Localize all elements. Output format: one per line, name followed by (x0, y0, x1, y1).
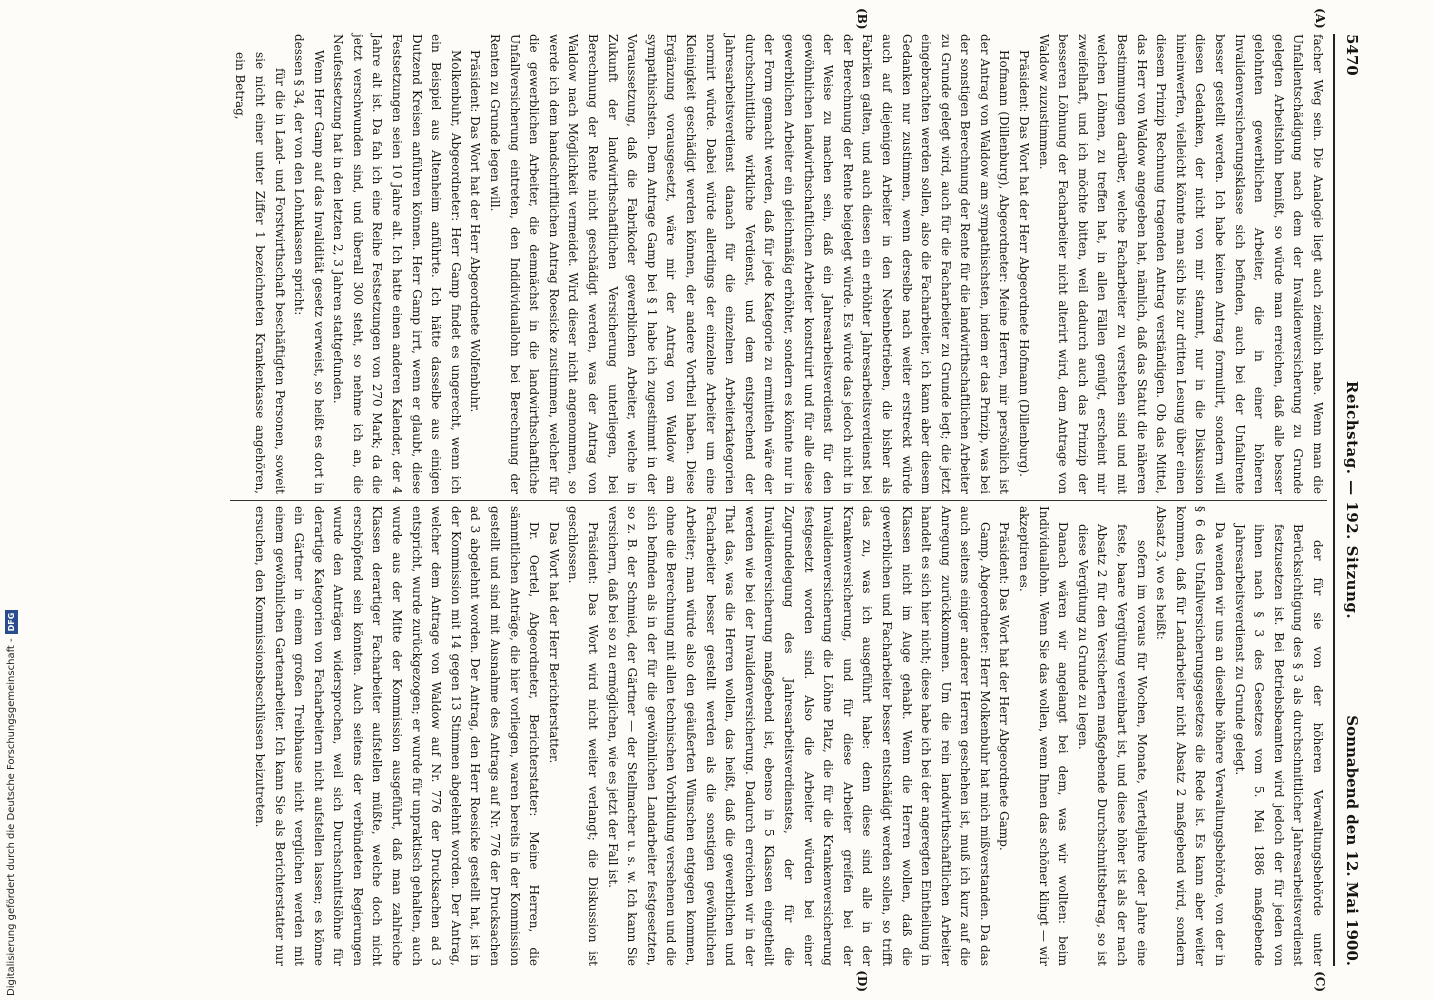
margin-marker-c: (C) (1313, 971, 1327, 992)
paragraph: facher Weg sein. Die Analogie liegt auch ziemlich nahe. Wenn man die Unfallentschädigung nach dem der Invalidenversicherung zu Grunde gelegten Arbeitslohn bemißt, so würde man erreichen, daß alle besser gelohnten gewerblichen Arbeiter, die in einer höheren Invalidenversicherungsklasse sich befinden, auch bei der Unfallrente besser gestellt werden. Ich habe keinen Antrag formulirt, sondern will diesen Gedanken, der nicht von mir stammt, nur in die Diskussion hineinwerfen, vielleicht könnte man sich bis zur dritten Lesung über einen diesem Prinzip Rechnung tragenden Antrag verständigen. Ob das Mittel, das Herr von Waldow angegeben hat, nämlich, daß das Statut die näheren Bestimmungen darüber, welche Facharbeiter zu verstehen sind und mit welchen Löhnen, zu treffen hat, in allen Fällen genügt, erscheint mir zweifelhaft, und ich möchte bitten, weil dadurch auch das Prinzip der besseren Löhnung der Facharbeiter nicht alterirt wird, dem Antrage von Waldow zuzustimmen. (1036, 34, 1325, 494)
paragraph: Danach wären wir angelangt bei dem, was wir wollten: beim Individuallohn. Wenn Sie das wollen, wenn Ihnen das schöner klingt — wir akzeptiren es. (1017, 506, 1071, 966)
paragraph: Da wenden wir uns an dieselbe höhere Verwaltungsbehörde, von der in § 6 des Unfallversicherungsgesetzes die Rede ist. Es kann aber weiter kommen, daß für Landarbeiter nicht Absatz 2 maßgebend wird, sondern Absatz 3, wo es heißt: (1154, 506, 1228, 966)
text-columns (230, 8, 1327, 992)
credit-text: Digitalisierung gefördert durch die Deutsche Forschungsgemeinschaft - (5, 638, 17, 996)
quoted-paragraph: für die in Land- und Forstwirthschaft beschäftigten Personen, soweit sie nicht einer unter Ziffer 1 bezeichneten Krankenkasse angehören, ein Betrag, (233, 52, 287, 494)
paragraph: Molkenbuhr, Abgeordneter: Herr Gamp findet es ungerecht, wenn ich ein Beispiel aus Altenheim anführte. Ich hätte dasselbe aus einigen Dutzend Kreisen anführen können. Herr Gamp irrt, wenn er glaubt, diese Festsetzungen seien 10 Jahre alt. Ich hatte einen anderen Kalender, der 4 Jahre alt ist. Da fah ich eine Reihe Festsetzungen von 270 Mark; da die jetzt verschwunden sind, und überall 300 steht, so nehme ich an, die Neufestsetzung hat in den letzten 2, 3 Jahren stattgefunden. (331, 34, 463, 494)
quoted-paragraph: sofern im voraus für Wochen, Monate, Vierteljahre oder Jahre eine feste, baare Vergütung vereinbart ist, und diese höher ist als der nach Absatz 2 für den Versicherten maßgebende Durchschnittsbetrag, so ist diese Vergütung zu Grunde zu legen. (1075, 524, 1149, 966)
quoted-paragraph: der für sie von der höheren Verwaltungsbehörde unter Berücksichtigung des § 3 als durchschnittlicher Jahresarbeitsverdienst festzusetzen ist. Bei Betriebsbeamten wird jedoch der für jeden von ihnen nach § 3 des Gesetzes vom 5. Mai 1886 maßgebende Jahresarbeitsverdienst zu Grunde gelegt. (1232, 524, 1325, 966)
paragraph: Wenn Herr Gamp auf das Invalidität gesetz verweist, so heißt es dort in dessen § 34, der von den Lohnklassen spricht: (292, 34, 326, 494)
dfg-logo: DFG (5, 610, 18, 635)
margin-marker-d: (D) (855, 970, 869, 992)
page-header (1333, 34, 1365, 966)
paragraph: Präsident: Das Wort hat der Herr Abgeordnete Hofmann (Dillenburg). (1017, 50, 1032, 477)
left-column (230, 34, 1327, 494)
margin-marker-a: (A) (1313, 8, 1327, 29)
paragraph: Präsident: Das Wort wird nicht weiter verlangt; die Diskussion ist geschlossen. (566, 506, 601, 966)
session-date: Sonnabend den 12. Mai 1900. (1343, 715, 1361, 966)
margin-marker-b: (B) (855, 8, 869, 30)
paragraph: Präsident: Das Wort hat der Herr Abgeordnete Gamp. (997, 522, 1012, 851)
paragraph: Gamp, Abgeordneter: Herr Molkenbuhr hat mich mißverstanden. Da das auch seitens einiger anderer Herren geschehen ist, muß ich kurz auf die Anregung zurückkommen. Um die rein landwirthschaftlichen Arbeiter handelt es sich hier nicht; diese habe ich bei der angeregten Eintheilung in Klassen nicht im Auge gehabt. Wenn die Herren wollen, daß die gewerblichen und Facharbeiter besser entschädigt werden sollen, so trifft das zu, was ich ausgeführt habe: denn diese sind alle in der Krankenversicherung, und für diese Arbeiter greifen bei der Invalidenversicherung die Löhne Platz, die für die Krankenversicherung festgesetzt worden sind. Also die Arbeiter würden bei einer Zugrundelegung des Jahresarbeitsverdienstes, der für die Invalidenversicherung maßgebend ist, ebenso in 5 Klassen eingetheilt werden wie bei der Invalidenversicherung. Dadurch erreichen wir in der That das, was die Herren wollen, das heißt, daß die gewerblichen und Facharbeiter besser gestellt werden als die sonstigen gewöhnlichen Arbeiter; man würde also den geäußerten Wünschen entgegen kommen, ohne die Berechnung mit allen technischen Vorbildung versehenen und die sich befinden als in der für die gewöhnlichen Landarbeiter festgesetzten, so z. B. der Schmied, der Gärtner — der Stellmacher u. s. w. Ich kann Sie versichern, daß bei so zu ermöglichen, wie es jetzt der Fall ist. (605, 506, 992, 966)
paragraph: Dr. Oertel, Abgeordneter, Berichterstatter: Meine Herren, die sämmtlichen Anträge, die hier vorliegen, waren bereits in der Kommission gestellt und sind mit Ausnahme des Antrags auf Nr. 776 der Drucksachen ad 3 abgelehnt worden. Der Antrag, den Herr Roesicke gestellt hat, ist in der Kommission mit 14 gegen 13 Stimmen abgelehnt worden. Der Antrag, welcher dem Antrage von Waldow auf Nr. 776 der Drucksachen ad 3 entspricht, wurde zurückgezogen; er wurde für unpraktisch gehalten, auch wurde aus der Mitte der Kommission ausgeführt, daß man zahlreiche Klassen derartiger Facharbeiter aufstellen müßte, welche doch nicht erschöpfend sein könnten. Auch seitens der verbündeten Regierungen wurde den Anträgen widersprochen, weil sich Durchschnittslöhne für derartige Kategorien von Facharbeitern nicht aufstellen lassen; es könne ein Gärtner in einem großen Treibhause nicht verglichen werden mit einem gewöhnlichen Gartenarbeiter. Ich kann Sie als Berichterstatter nur ersuchen, den Kommissionsbeschlüssen beizutreten. (252, 506, 542, 966)
paragraph: Präsident: Das Wort hat der Herr Abgeordnete Wolfenbuhr. (468, 50, 483, 413)
session-title: Reichstag. — 192. Sitzung. (1343, 380, 1361, 620)
page-number: 5470 (1343, 34, 1361, 76)
digitization-credit (3, 0, 25, 1000)
column-divider (230, 500, 1327, 501)
paragraph: Hofmann (Dillenburg), Abgeordneter: Meine Herren, mir persönlich ist der Antrag von Waldow am sympathischsten, indem er das Prinzip, was bei der sonstigen Berechnung der Rente für die landwirthschaftlichen Arbeiter zu Grunde gelegt wird, auch für die Facharbeiter zu Grunde legt; die jetzt eingebrachten werden sollen, also die Facharbeiter, ich kann aber diesem Gedanken nur zustimmen, wenn derselbe nach weiter erstreckt würde auch auf diejenigen Arbeiter in den Nebenbetrieben, die bisher als Fabriken galten, und auch diesen ein erhöhter Jahresarbeitsverdienst bei der Berechnung der Rente beigelegt würde. Es würde das jedoch nicht in der Weise zu machen sein, daß ein Jahresarbeitsverdienst für den gewöhnlichen landwirthschaftlichen Arbeiter konstruirt und für alle diese gewerblichen Arbeiter ein gleichmäßig erhöhter, sondern es könnte nur in der Form gemacht werden, daß für jede Kategorie zu ermitteln wäre der durchschnittliche wirkliche Verdienst, und dem entsprechend der Jahresarbeitsverdienst danach für die einzelnen Arbeiterkategorien normirt würde. Dabei würde allerdings der einzelne Arbeiter um eine Kleinigkeit geschädigt werden können, der andere Vortheil haben. Diese Ergänzung vorausgesetzt, wäre mir der Antrag von Waldow am sympathischsten. Dem Antrage Gamp bei § 1 habe ich zugestimmt in der Voraussetzung, daß die Fabrikoder gewerblichen Arbeiter, welche in Zukunft der landwirthschaftlichen Versicherung unterliegen, bei Berechnung der Rente nicht geschädigt werden, was der Antrag von Waldow nach Möglichkeit vermeidet. Wird dieser nicht angenommen, so werde ich dem handschriftlichen Antrag Roesicke zustimmen, welcher für die gewerblichen Arbeiter, die demnächst in die landwirthschaftliche Unfallversicherung eintreten, den Indidividuallohn bei Berechnung der Renten zu Grunde legen will. (488, 34, 1012, 494)
right-column (230, 506, 1327, 966)
paragraph: Das Wort hat der Herr Berichterstatter. (546, 522, 561, 764)
